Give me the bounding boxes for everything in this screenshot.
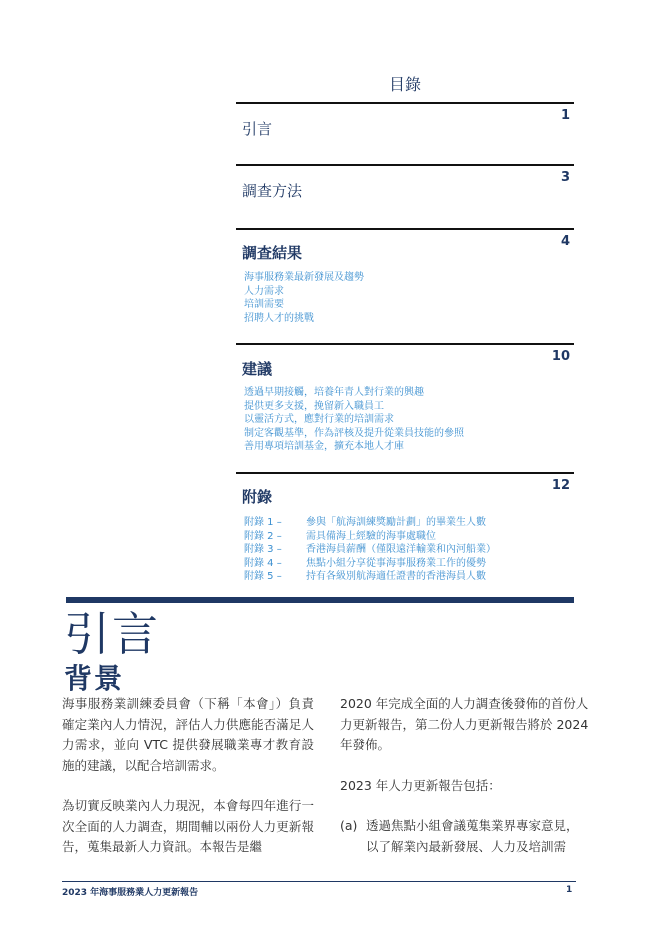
footer-title: 2023 年海事服務業人力更新報告 bbox=[62, 888, 199, 898]
toc-subitem[interactable]: 以靈活方式，應對行業的培訓需求 bbox=[244, 414, 394, 425]
body-paragraph: 2020 年完成全面的人力調查後發佈的首份人力更新報告，第二份人力更新報告將於 2024 年發佈。 bbox=[340, 696, 589, 752]
toc-subitem[interactable]: 招聘人才的挑戰 bbox=[244, 312, 314, 324]
toc-label: 調查方法 bbox=[242, 182, 303, 200]
section-heading: 背景 bbox=[64, 662, 125, 695]
toc-subitems bbox=[244, 386, 464, 454]
toc-title: 目錄 bbox=[388, 75, 421, 94]
toc-page-number: 1 bbox=[560, 108, 570, 123]
appendix-title: 焦點小組分享從事海事服務業工作的優勢 bbox=[306, 557, 486, 569]
body-paragraph: 為切實反映業內人力現況，本會每四年進行一次全面的人力調查，期間輔以兩份人力更新報告，蒐集最新人力資訊。本報告是繼 bbox=[62, 798, 314, 854]
toc-label: 引言 bbox=[242, 120, 273, 138]
toc-subitems bbox=[244, 271, 364, 325]
appendix-title: 持有各級別航海適任證書的香港海員人數 bbox=[306, 571, 486, 582]
toc-label: 調查結果 bbox=[242, 244, 303, 262]
body-column-left bbox=[62, 694, 314, 878]
toc-section-methodology[interactable] bbox=[236, 164, 574, 226]
appendix-number: 附錄 2 – bbox=[244, 530, 282, 542]
toc-section-intro[interactable] bbox=[236, 102, 574, 164]
appendix-title: 香港海員薪酬（僅限遠洋輸業和內河船業） bbox=[306, 544, 496, 555]
list-marker: (a) bbox=[340, 818, 358, 833]
appendix-number: 附錄 3 – bbox=[244, 544, 282, 555]
toc-subitem[interactable]: 善用專項培訓基金，擴充本地人才庫 bbox=[244, 441, 404, 452]
toc-section-recommendations[interactable] bbox=[236, 343, 574, 469]
body-column-right bbox=[340, 694, 590, 857]
toc-appendix-item[interactable] bbox=[244, 530, 496, 544]
toc-appendix-list bbox=[244, 516, 496, 584]
list-text: 透過焦點小組會議蒐集業界專家意見，以了解業內最新發展、人力及培訓需 bbox=[366, 818, 579, 854]
toc-page-number: 4 bbox=[560, 234, 570, 249]
body-paragraph: 海事服務業訓練委員會（下稱「本會」）負責確定業內人力情況，評估人力供應能否滿足人力需求，並向 VTC 提供發展職業專才教育設施的建議，以配合培訓需求。 bbox=[62, 696, 314, 773]
toc-section-appendices[interactable] bbox=[236, 472, 574, 592]
toc-appendix-item[interactable] bbox=[244, 570, 496, 584]
list-item bbox=[340, 816, 590, 857]
toc-page-number: 3 bbox=[560, 170, 570, 185]
page-title: 引言 bbox=[64, 607, 160, 661]
appendix-number: 附錄 5 – bbox=[244, 571, 282, 582]
footer-divider bbox=[62, 881, 576, 882]
toc-subitem[interactable]: 提供更多支援，挽留新入職員工 bbox=[244, 400, 384, 412]
toc-appendix-item[interactable] bbox=[244, 516, 496, 530]
toc-page-number: 10 bbox=[551, 349, 570, 364]
toc-subitem[interactable]: 培訓需要 bbox=[244, 299, 284, 310]
appendix-number: 附錄 4 – bbox=[244, 557, 282, 569]
toc-label: 附錄 bbox=[242, 488, 273, 506]
toc-appendix-item[interactable] bbox=[244, 557, 496, 571]
appendix-number: 附錄 1 – bbox=[244, 517, 282, 528]
toc-appendix-item[interactable] bbox=[244, 543, 496, 557]
body-paragraph: 2023 年人力更新報告包括： bbox=[340, 777, 501, 793]
appendix-title: 參與「航海訓練獎勵計劃」的畢業生人數 bbox=[306, 517, 486, 528]
toc-subitem[interactable]: 制定客觀基準，作為評核及提升從業員技能的參照 bbox=[244, 427, 464, 439]
appendix-title: 需具備海上經驗的海事處職位 bbox=[306, 530, 436, 542]
toc-label: 建議 bbox=[242, 360, 273, 378]
toc-page-number: 12 bbox=[551, 478, 570, 493]
toc-section-findings[interactable] bbox=[236, 228, 574, 340]
toc-subitem[interactable]: 海事服務業最新發展及趨勢 bbox=[244, 272, 364, 283]
toc-subitem[interactable]: 人力需求 bbox=[244, 285, 284, 297]
toc-subitem[interactable]: 透過早期接觸，培養年青人對行業的興趣 bbox=[244, 387, 424, 398]
footer-page-number: 1 bbox=[566, 885, 573, 895]
